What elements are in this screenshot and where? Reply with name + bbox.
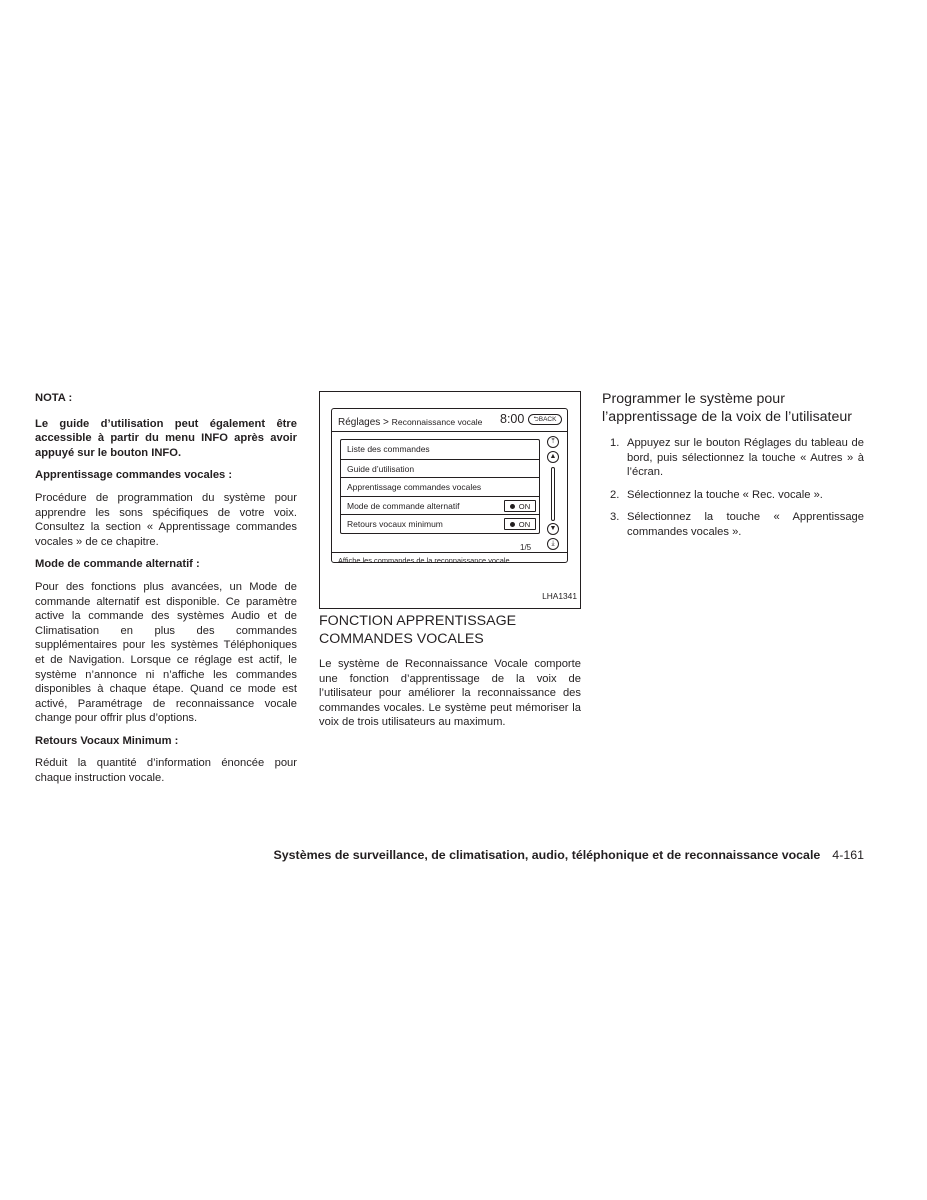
step-number: 3. <box>610 511 620 524</box>
list-item <box>602 488 864 503</box>
nota-body: Le guide d’utilisation peut également être accessible à partir du menu INFO après avoir appuyé sur le bouton INFO. <box>35 417 297 459</box>
menu-item-liste-commandes[interactable] <box>341 440 539 459</box>
screen-clock: 8:00 <box>500 412 525 426</box>
screen-footer-divider <box>332 552 567 553</box>
menu-item-label: Liste des commandes <box>347 444 430 454</box>
page-footer <box>0 848 864 862</box>
footer-chapter-title: Systèmes de surveillance, de climatisation, audio, téléphonique et de reconnaissance vocale <box>273 848 821 862</box>
steps-list <box>602 436 864 540</box>
column-right <box>602 391 864 548</box>
menu-item-label: Guide d’utilisation <box>347 463 415 474</box>
section-heading-fonction: FONCTION APPRENTISSAGE COMMANDES VOCALES <box>319 613 517 647</box>
menu-item-retours-vocaux[interactable] <box>341 514 539 533</box>
scrollbar[interactable] <box>551 467 555 521</box>
page-number: 4-161 <box>832 848 864 862</box>
menu-item-label: Retours vocaux minimum <box>347 519 443 530</box>
step-text: Sélectionnez la touche « Apprentissage commandes vocales ». <box>627 511 864 538</box>
display-screen <box>331 408 568 563</box>
screen-divider <box>332 431 567 432</box>
list-item <box>602 510 864 539</box>
toggle-label: ON <box>518 501 531 511</box>
list-item <box>602 436 864 480</box>
screen-figure <box>319 391 581 609</box>
column-middle <box>319 391 581 738</box>
screen-title-sub: Reconnaissance vocale <box>391 417 483 427</box>
toggle-label: ON <box>518 520 531 530</box>
page-indicator: 1/5 <box>520 543 532 552</box>
column-left <box>35 391 297 794</box>
scroll-up-icon[interactable]: ▲ <box>547 451 559 463</box>
menu-item-label: Apprentissage commandes vocales <box>347 482 482 493</box>
screen-footer-text: Affiche les commandes de la reconnaissance vocale <box>338 556 510 565</box>
screen-breadcrumb <box>338 415 482 431</box>
back-button[interactable] <box>528 414 562 425</box>
indicator-dot-icon <box>510 522 515 527</box>
figure-label: LHA1341 <box>542 591 577 602</box>
section-body-apprentissage: Procédure de programmation du système pour apprendre les sons spécifiques de votre voix. Consultez la section « Apprentissage commandes vocales » de ce chapitre. <box>35 491 297 548</box>
section-heading-mode-alternatif: Mode de commande alternatif : <box>35 558 200 571</box>
step-number: 2. <box>610 488 620 501</box>
section-heading-programmer: Programmer le système pour l’apprentissage de la voix de l’utilisateur <box>602 391 852 425</box>
section-body-fonction: Le système de Reconnaissance Vocale comporte une fonction d’apprentissage de la voix de l’utilisateur pour améliorer la reconnaissance des commandes vocales. Le système peut mémoriser la voix de trois utilisateurs au maximum. <box>319 658 581 729</box>
scroll-bottom-icon[interactable]: ⤓ <box>547 538 559 550</box>
menu-item-label: Mode de commande alternatif <box>347 500 460 511</box>
section-body-retours-vocaux: Réduit la quantité d’information énoncée pour chaque instruction vocale. <box>35 757 297 785</box>
menu-item-apprentissage[interactable] <box>341 477 539 496</box>
step-text: Appuyez sur le bouton Réglages du tableau de bord, puis sélectionnez la touche « Autres » à l’écran. <box>627 437 864 479</box>
back-arrow-icon: ⮌ <box>533 416 539 423</box>
scroll-down-icon[interactable]: ▼ <box>547 523 559 535</box>
step-text: Sélectionnez la touche « Rec. vocale ». <box>627 488 823 501</box>
section-heading-apprentissage: Apprentissage commandes vocales : <box>35 469 233 482</box>
nota-title: NOTA : <box>35 392 73 404</box>
menu-item-mode-alternatif[interactable] <box>341 496 539 515</box>
indicator-dot-icon <box>510 504 515 509</box>
toggle-mode-alternatif[interactable] <box>504 500 536 512</box>
settings-menu <box>340 439 540 534</box>
step-number: 1. <box>610 437 620 449</box>
scroll-top-icon[interactable]: ⤒ <box>547 436 559 448</box>
section-body-mode-alternatif: Pour des fonctions plus avancées, un Mode de commande alternatif est disponible. Ce paramètre active la commande des systèmes Audio et de Climatisation en plus des commandes supplémentaires pour les systèmes Téléphoniques et de Navigation. Lorsque ce réglage est actif, le système n’annonce ni n’affiche les commandes disponibles à chaque étape. Quand ce mode est activé, Paramétrage de reconnaissance vocale change pour offrir plus d’options. <box>35 580 297 725</box>
screen-title: Réglages > <box>338 417 389 428</box>
back-button-label: BACK <box>538 416 557 423</box>
section-heading-retours-vocaux: Retours Vocaux Minimum : <box>35 734 179 747</box>
menu-item-guide-utilisation[interactable] <box>341 459 539 478</box>
toggle-retours-vocaux[interactable] <box>504 518 536 530</box>
